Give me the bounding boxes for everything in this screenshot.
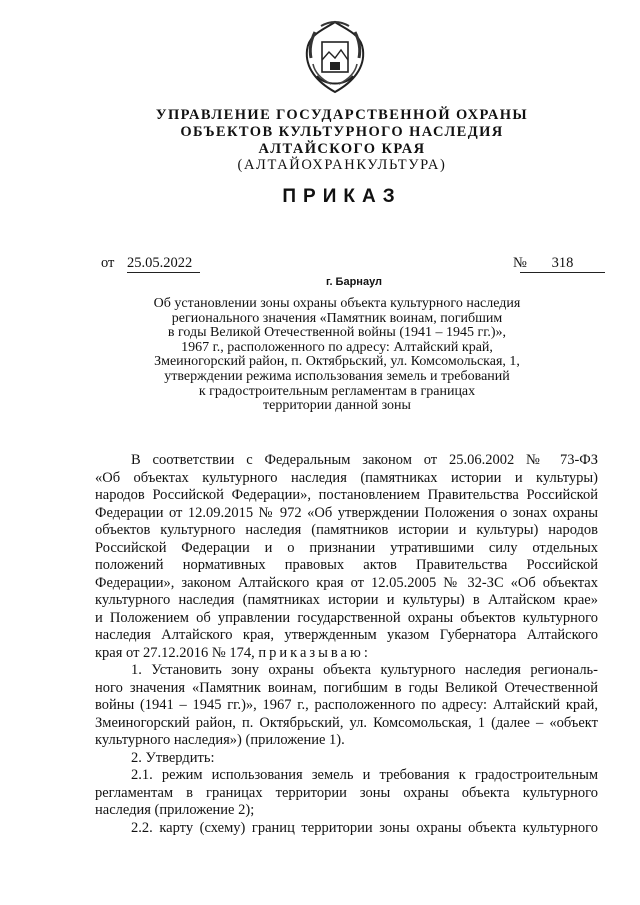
orders-word: приказываю:	[258, 644, 371, 661]
date-label: от	[101, 255, 115, 271]
body-line: 1. Установить зону охраны объекта культурного наследия региональ-	[131, 662, 598, 678]
body-line: объектов культурного наследия (памятников истории и культуры) народов	[95, 522, 598, 538]
subject-line: в годы Великой Отечественной войны (1941 – 1945 гг.)»,	[167, 325, 507, 341]
body-line: Федерации от 12.09.2015 № 972 «Об утверждении Положения о зонах охраны	[95, 504, 598, 521]
body-line: и Положением об управлении государственной охраны объектов культурного	[95, 609, 598, 626]
body-line: 2.2. карту (схему) границ территории зоны охраны объекта культурного	[131, 819, 598, 836]
body-line: народов Российской Федерации», постановлением Правительства Российской	[95, 487, 598, 503]
body-line: войны (1941 – 1945 гг.)», 1967 г., расположенного по адресу: Алтайский край,	[95, 697, 598, 713]
coat-of-arms-emblem	[301, 20, 369, 96]
body-line: «Об объектах культурного наследия (памятниках истории и культуры)	[95, 469, 598, 486]
body-line: 2. Утвердить:	[131, 749, 215, 766]
body-line: наследия (приложение 2);	[95, 802, 255, 818]
order-date: 25.05.2022	[127, 255, 200, 273]
body-line	[95, 645, 598, 663]
body-line: Федерации», законом Алтайского края от 12.05.2005 № 32-ЗС «Об объектах	[95, 574, 598, 591]
subject-line: Змеиногорский район, п. Октябрьский, ул. Комсомольская, 1,	[154, 354, 520, 370]
body-line-text: края от 27.12.2016 № 174,	[95, 644, 255, 661]
document-title: ПРИКАЗ	[282, 186, 402, 207]
subject-line: утверждении режима использования земель и требований	[164, 368, 510, 384]
body-line: Российской Федерации и о признании утратившими силу отдельных	[95, 539, 598, 556]
body-line: наследия Алтайского края, утвержденным указом Губернатора Алтайского	[95, 627, 598, 643]
subject-line: к градостроительным регламентам в границах	[198, 383, 476, 399]
city-name: г. Барнаул	[325, 276, 383, 288]
number-label: №	[513, 255, 527, 271]
body-line: В соответствии с Федеральным законом от 25.06.2002 № 73-ФЗ	[131, 452, 598, 468]
order-number: 318	[520, 255, 605, 273]
order-body	[95, 452, 598, 837]
subject-line: территории данной зоны	[263, 398, 411, 414]
body-line: ного значения «Памятник воинам, погибшим в годы Великой Отечественной	[95, 679, 598, 696]
body-line: положений нормативных правовых актов Правительства Российской	[95, 557, 598, 573]
body-line: регламентам в границах территории зоны охраны объекта культурного	[95, 784, 598, 801]
subject-line: регионального значения «Памятник воинам, погибшим	[171, 310, 503, 326]
agency-name-line-3: АЛТАЙСКОГО КРАЯ	[258, 141, 426, 157]
subject-line: Об установлении зоны охраны объекта культурного наследия	[153, 296, 521, 311]
agency-name-line-1: УПРАВЛЕНИЕ ГОСУДАРСТВЕННОЙ ОХРАНЫ	[155, 107, 529, 123]
body-line: Змеиногорский район, п. Октябрьский, ул. Комсомольская, 1 (далее – «объект	[95, 714, 598, 731]
body-line: 2.1. режим использования земель и требования к градостроительным	[131, 767, 598, 783]
agency-name-line-2: ОБЪЕКТОВ КУЛЬТУРНОГО НАСЛЕДИЯ	[180, 124, 504, 140]
agency-short-name: (АЛТАЙОХРАНКУЛЬТУРА)	[237, 157, 447, 173]
subject-line: 1967 г., расположенного по адресу: Алтайский край,	[181, 339, 493, 355]
order-subject	[98, 297, 576, 414]
body-line: культурного наследия») (приложение 1).	[95, 732, 345, 748]
body-line: культурного наследия (памятниках истории и культуры) в Алтайском крае»	[95, 592, 598, 608]
